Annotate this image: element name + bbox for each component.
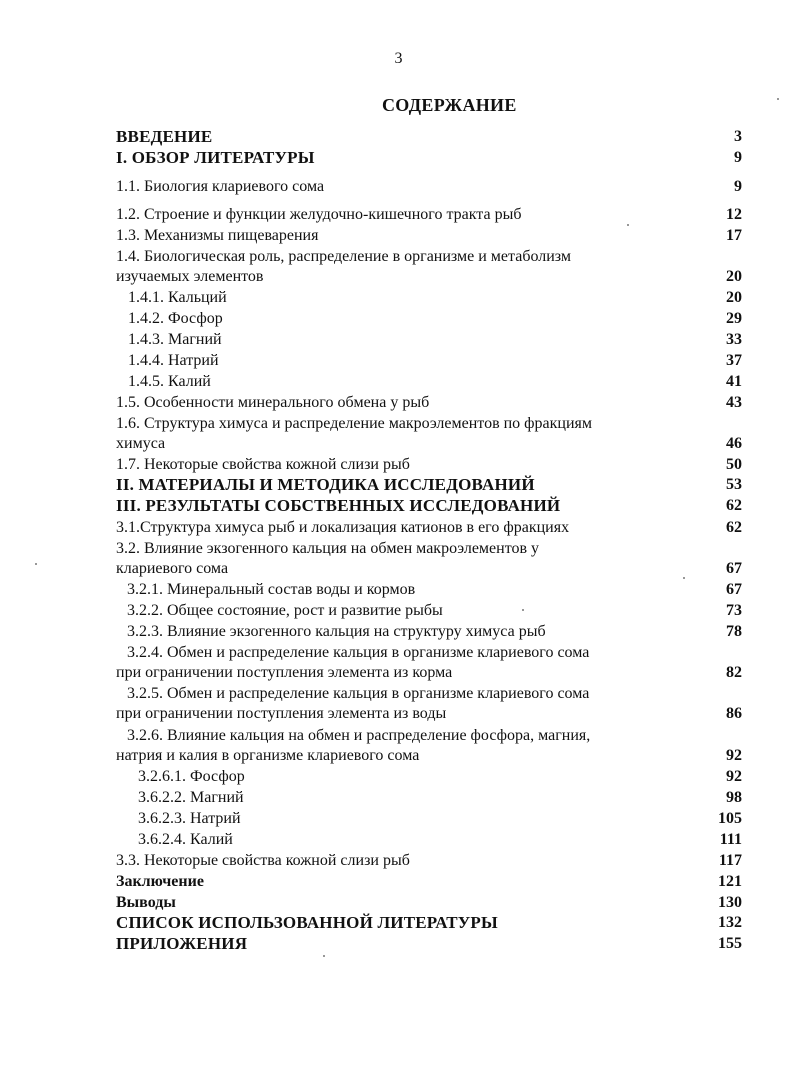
toc-entry-text: 1.4.2. Фосфор: [128, 310, 223, 327]
toc-entry: [116, 330, 742, 350]
toc-entry-materials-methods: [116, 475, 742, 495]
toc-entry-text: 3.2. Влияние экзогенного кальция на обмен макроэлементов у: [116, 540, 540, 557]
toc-entry: [116, 414, 742, 454]
toc-entry-page: 82: [726, 664, 742, 681]
toc-entry: [116, 767, 742, 787]
toc-entry-text: 3.1.Структура химуса рыб и локализация катионов в его фракциях: [116, 519, 570, 536]
toc-entry-page: 98: [726, 789, 742, 806]
toc-entry-page: 67: [726, 560, 742, 577]
toc-entry: [116, 643, 742, 683]
toc-entry: [116, 226, 742, 246]
toc-entry-page: 121: [718, 873, 742, 890]
toc-entry-text: Выводы: [116, 894, 176, 911]
toc-entry-text: I. ОБЗОР ЛИТЕРАТУРЫ: [116, 148, 315, 167]
toc-entry-continuation: химуса: [116, 435, 166, 452]
toc-entry-page: 92: [726, 747, 742, 764]
toc-entry-text: 1.4.3. Магний: [128, 331, 222, 348]
toc-entry-text: 3.6.2.3. Натрий: [138, 810, 241, 827]
toc-entry-page: 62: [726, 497, 742, 514]
toc-entry-text: II. МАТЕРИАЛЫ И МЕТОДИКА ИССЛЕДОВАНИЙ: [116, 475, 535, 494]
toc-entry-results: [116, 496, 742, 516]
toc-entry-findings: [116, 893, 742, 913]
toc-entry-page: 29: [726, 310, 742, 327]
toc-entry-references: [116, 913, 742, 933]
toc-entry-text: 1.1. Биология клариевого сома: [116, 178, 325, 195]
toc-entry: [116, 309, 742, 329]
toc-entry-text: 3.6.2.2. Магний: [138, 789, 244, 806]
toc-entry-page: 155: [718, 935, 742, 952]
toc-entry-page: 78: [726, 623, 742, 640]
toc-entry-page: 9: [734, 149, 742, 166]
toc-entry-text: 3.3. Некоторые свойства кожной слизи рыб: [116, 852, 410, 869]
toc-entry: [116, 288, 742, 308]
toc-entry-text: ПРИЛОЖЕНИЯ: [116, 934, 248, 953]
toc-entry-text: 1.3. Механизмы пищеварения: [116, 227, 319, 244]
toc-entry: [116, 518, 742, 538]
toc-entry-continuation: при ограничении поступления элемента из воды: [116, 705, 447, 722]
toc-entry-text: 3.2.4. Обмен и распределение кальция в организме клариевого сома: [127, 644, 590, 661]
toc-entry-text: 1.4.5. Калий: [128, 373, 211, 390]
toc-entry-page: 41: [726, 373, 742, 390]
toc-entry-text: 1.2. Строение и функции желудочно-кишечного тракта рыб: [116, 206, 522, 223]
scan-speck: [323, 955, 325, 957]
toc-entry-page: 20: [726, 289, 742, 306]
toc-entry-page: 73: [726, 602, 742, 619]
toc-entry-page: 117: [718, 852, 742, 869]
toc-entry-page: 67: [726, 581, 742, 598]
toc-entry-page: 17: [726, 227, 742, 244]
toc-entry-text: 1.4. Биологическая роль, распределение в организме и метаболизм: [116, 248, 572, 265]
scan-speck: [777, 98, 779, 100]
toc-entry: [116, 351, 742, 371]
toc-entry-page: 132: [718, 914, 742, 931]
toc-entry-page: 50: [726, 456, 742, 473]
toc-entry-text: III. РЕЗУЛЬТАТЫ СОБСТВЕННЫХ ИССЛЕДОВАНИЙ: [116, 496, 561, 515]
toc-entry: [116, 247, 742, 287]
toc-entry: [116, 580, 742, 600]
toc-entry-text: 3.2.1. Минеральный состав воды и кормов: [127, 581, 416, 598]
toc-entry-page: 105: [718, 810, 742, 827]
toc-entry-text: ВВЕДЕНИЕ: [116, 127, 213, 146]
toc-entry-text: 3.2.2. Общее состояние, рост и развитие рыбы: [127, 602, 443, 619]
toc-entry-page: 9: [734, 178, 742, 195]
toc-entry-page: 33: [726, 331, 742, 348]
toc-entry: [116, 684, 742, 724]
toc-entry-introduction: [116, 127, 742, 147]
page-number: 3: [394, 50, 403, 67]
toc-entry: [116, 809, 742, 829]
toc-entry: [116, 830, 742, 850]
toc-entry-page: 111: [719, 831, 742, 848]
toc-entry: [116, 622, 742, 642]
toc-entry-literature-review: [116, 148, 742, 168]
toc-entry-page: 3: [734, 128, 742, 145]
toc-entry-page: 43: [726, 394, 742, 411]
toc-entry-page: 86: [726, 705, 742, 722]
toc-entry-text: 3.2.6. Влияние кальция на обмен и распределение фосфора, магния,: [127, 727, 591, 744]
toc-entry-page: 62: [726, 519, 742, 536]
toc-entry-page: 20: [726, 268, 742, 285]
toc-entry: [116, 177, 742, 197]
scan-speck: [35, 563, 37, 565]
toc-entry-page: 37: [726, 352, 742, 369]
toc-entry-appendices: [116, 934, 742, 954]
toc-entry: [116, 601, 742, 621]
toc-entry-text: Заключение: [116, 873, 204, 890]
toc-entry-continuation: клариевого сома: [116, 560, 229, 577]
toc-entry: [116, 851, 742, 871]
toc-entry-text: СПИСОК ИСПОЛЬЗОВАННОЙ ЛИТЕРАТУРЫ: [116, 913, 498, 932]
toc-entry: [116, 372, 742, 392]
toc-entry: [116, 788, 742, 808]
toc-entry-text: 1.5. Особенности минерального обмена у рыб: [116, 394, 430, 411]
toc-entry-text: 1.7. Некоторые свойства кожной слизи рыб: [116, 456, 410, 473]
toc-entry: [116, 539, 742, 579]
toc-entry-page: 12: [726, 206, 742, 223]
toc-entry-text: 3.2.5. Обмен и распределение кальция в организме клариевого сома: [127, 685, 590, 702]
scan-speck: [522, 609, 524, 611]
toc-entry-page: 46: [726, 435, 742, 452]
toc-entry-text: 3.6.2.4. Калий: [138, 831, 233, 848]
toc-entry-continuation: изучаемых элементов: [116, 268, 264, 285]
toc-title: СОДЕРЖАНИЕ: [382, 95, 517, 115]
toc-entry-text: 3.2.3. Влияние экзогенного кальция на структуру химуса рыб: [127, 623, 546, 640]
toc-entry-text: 3.2.6.1. Фосфор: [138, 768, 245, 785]
toc-entry-text: 1.4.1. Кальций: [128, 289, 227, 306]
scan-speck: [683, 577, 685, 579]
toc-entry-continuation: при ограничении поступления элемента из корма: [116, 664, 453, 681]
toc-entry: [116, 726, 742, 766]
toc-entry-text: 1.6. Структура химуса и распределение макроэлементов по фракциям: [116, 415, 593, 432]
toc-entry: [116, 393, 742, 413]
toc-entry-page: 130: [718, 894, 742, 911]
scan-speck: [627, 224, 629, 226]
toc-entry: [116, 205, 742, 225]
toc-entry-page: 53: [726, 476, 742, 493]
toc-entry: [116, 455, 742, 475]
toc-entry-page: 92: [726, 768, 742, 785]
toc-entry-conclusion: [116, 872, 742, 892]
toc-entry-continuation: натрия и калия в организме клариевого сома: [116, 747, 420, 764]
toc-entry-text: 1.4.4. Натрий: [128, 352, 219, 369]
